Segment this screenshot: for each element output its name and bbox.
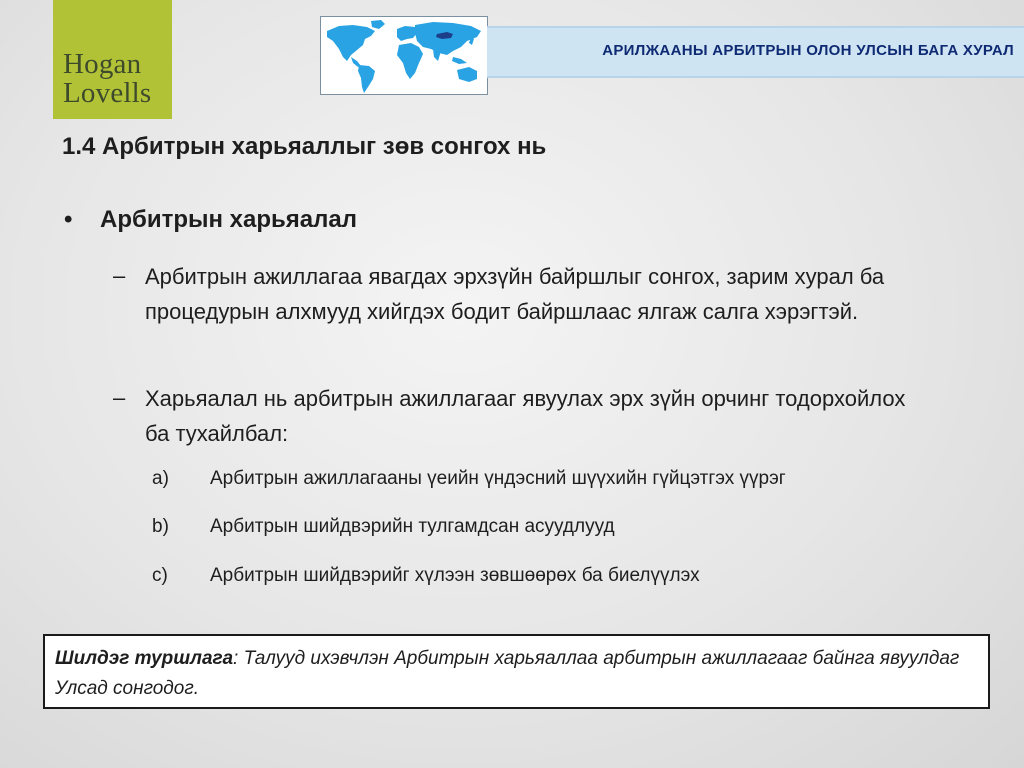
item-text-b: Арбитрын шийдвэрийн тулгамдсан асуудлууд — [210, 516, 615, 537]
callout-text: Талууд ихэвчлэн Арбитрын харьяаллаа арбитрын ажиллагааг байнга явуулдаг Улсад сонгодог. — [55, 648, 960, 699]
logo-line-1: Hogan — [63, 48, 142, 80]
item-marker-c: c) — [152, 565, 168, 586]
item-marker-b: b) — [152, 516, 169, 537]
item-text-a: Арбитрын ажиллагааны үеийн үндэсний шүүхийн гүйцэтгэх үүрэг — [210, 468, 786, 489]
header-title: АРИЛЖААНЫ АРБИТРЫН ОЛОН УЛСЫН БАГА ХУРАЛ — [602, 42, 1014, 59]
best-practice-callout — [43, 634, 990, 709]
world-map-icon — [320, 16, 488, 95]
bullet-symbol: • — [64, 206, 73, 233]
slide-title: 1.4 Арбитрын харьяаллыг зөв сонгох нь — [62, 133, 547, 160]
subpoint-1: Арбитрын ажиллагаа явагдах эрхзүйн байршлыг сонгох, зарим хурал ба процедурын алхмууд хийгдэх бодит байршлаас ялгаж салга хэрэгтэй. — [145, 264, 885, 324]
hogan-lovells-logo — [53, 0, 172, 119]
bullet-heading: Арбитрын харьяалал — [100, 206, 357, 233]
logo-line-2: Lovells — [63, 77, 152, 109]
subpoint-2: Харьяалал нь арбитрын ажиллагааг явуулах эрх зүйн орчинг тодорхойлох ба тухайлбал: — [145, 386, 906, 446]
dash-symbol: – — [113, 385, 126, 410]
item-text-c: Арбитрын шийдвэрийг хүлээн зөвшөөрөх ба биелүүлэх — [210, 565, 700, 586]
logo-text — [63, 50, 151, 108]
dash-symbol: – — [113, 263, 126, 288]
header-banner — [487, 26, 1024, 78]
callout-separator: : — [233, 648, 239, 669]
callout-label: Шилдэг туршлага — [55, 648, 234, 669]
item-marker-a: a) — [152, 468, 169, 489]
